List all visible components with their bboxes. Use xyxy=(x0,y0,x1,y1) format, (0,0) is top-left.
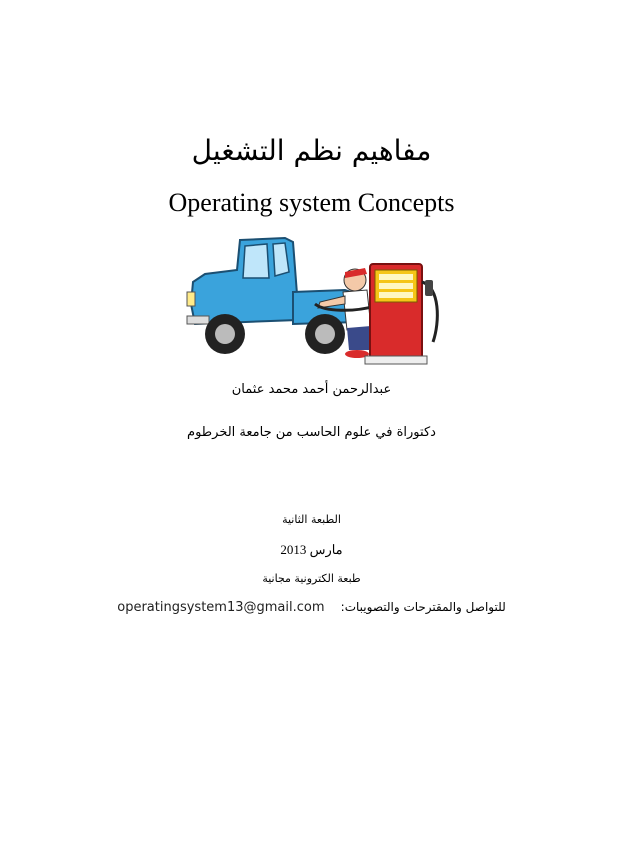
author-name: عبدالرحمن أحمد محمد عثمان xyxy=(231,382,392,397)
truck-icon xyxy=(187,238,357,354)
author-degree: دكتوراة في علوم الحاسب من جامعة الخرطوم xyxy=(187,425,436,440)
edition-label: الطبعة الثانية xyxy=(282,513,341,526)
contact-email[interactable]: operatingsystem13@gmail.com xyxy=(117,600,325,615)
title-english: Operating system Concepts xyxy=(168,188,455,217)
truck-fuel-pump-illustration xyxy=(185,232,445,367)
title-arabic: مفاهيم نظم التشغيل xyxy=(191,134,432,167)
contact-label: للتواصل والمقترحات والتصويبات: xyxy=(340,600,506,614)
fuel-pump-icon xyxy=(365,264,437,364)
free-edition-label: طبعة الكترونية مجانية xyxy=(262,572,361,585)
contact-line xyxy=(0,600,623,615)
publication-date: مارس 2013 xyxy=(280,542,343,557)
